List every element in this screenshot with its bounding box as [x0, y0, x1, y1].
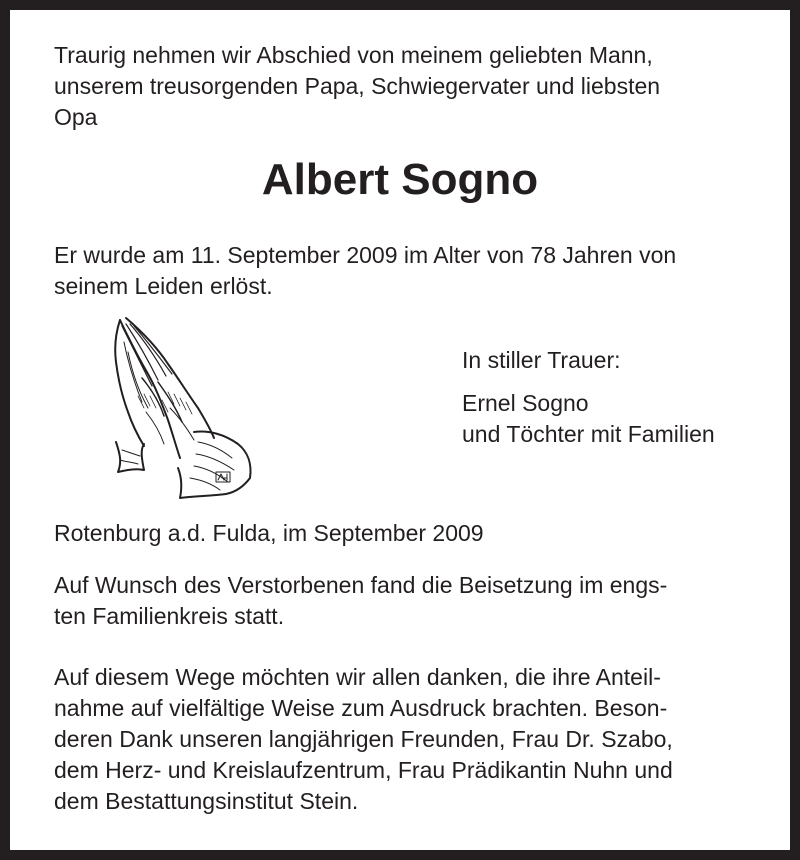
intro-line: Opa — [54, 104, 98, 130]
praying-hands-icon — [98, 312, 258, 507]
mourner-name: Ernel Sogno — [462, 390, 589, 416]
thanks-line: nahme auf vielfältige Weise zum Ausdruck brachten. Beson- — [54, 695, 668, 721]
deceased-name: Albert Sogno — [261, 155, 539, 204]
burial-note-line: ten Familienkreis statt. — [54, 603, 285, 629]
place-date: Rotenburg a.d. Fulda, im September 2009 — [54, 520, 484, 546]
thanks-line: deren Dank unseren langjährigen Freunden, Frau Dr. Szabo, — [54, 726, 673, 752]
thanks-line: dem Herz- und Kreislaufzentrum, Frau Prädikantin Nuhn und — [54, 757, 673, 783]
intro-line: unserem treusorgenden Papa, Schwiegervater und liebsten — [54, 73, 661, 99]
thanks-line: dem Bestattungsinstitut Stein. — [54, 788, 359, 814]
burial-note-line: Auf Wunsch des Verstorbenen fand die Beisetzung im engs- — [54, 572, 668, 598]
death-notice-line: seinem Leiden erlöst. — [54, 273, 273, 299]
mourners-heading: In stiller Trauer: — [462, 347, 621, 373]
death-notice-line: Er wurde am 11. September 2009 im Alter von 78 Jahren von — [54, 242, 677, 268]
thanks-line: Auf diesem Wege möchten wir allen danken, die ihre Anteil- — [54, 664, 661, 690]
mourner-family: und Töchter mit Familien — [462, 421, 715, 447]
intro-line: Traurig nehmen wir Abschied von meinem geliebten Mann, — [54, 42, 653, 68]
